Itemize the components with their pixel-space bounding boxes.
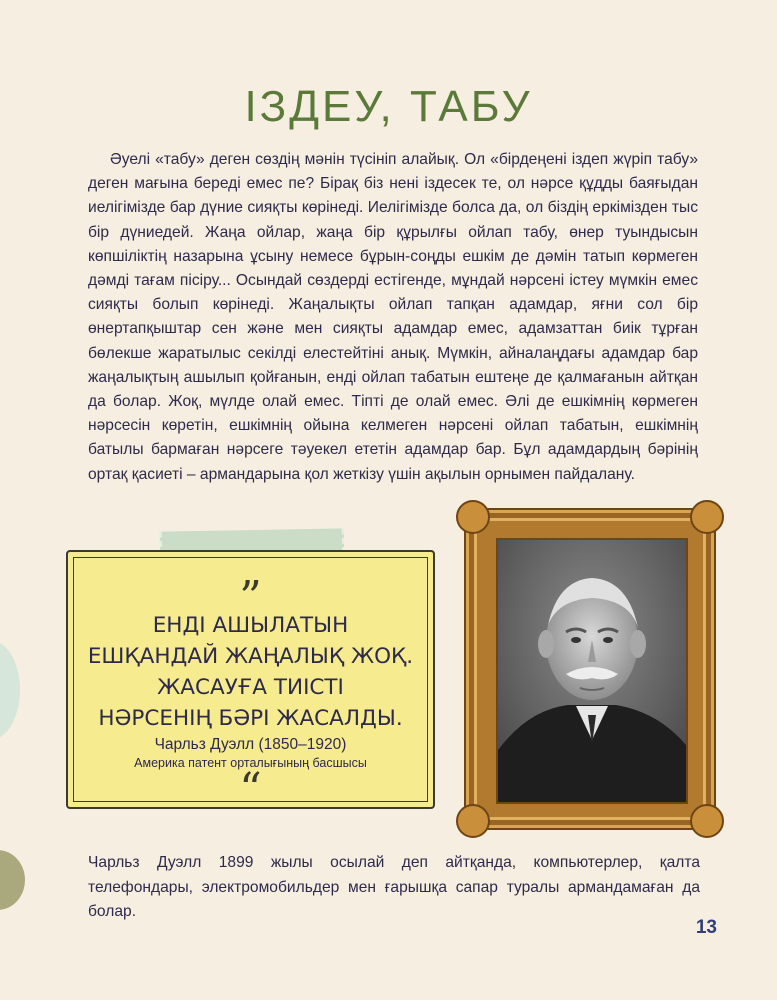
quote-line: ЕШҚАНДАЙ ЖАҢАЛЫҚ ЖОҚ. bbox=[87, 644, 414, 669]
decorative-smudge-teal bbox=[0, 640, 20, 740]
page-title: ІЗДЕУ, ТАБУ bbox=[244, 82, 533, 131]
frame-ornament-icon bbox=[456, 804, 490, 838]
frame-ornament-icon bbox=[690, 804, 724, 838]
portrait-illustration bbox=[498, 540, 686, 802]
portrait-frame bbox=[466, 510, 714, 828]
intro-paragraph: Әуелі «табу» деген сөздің мәнін түсініп алайық. Ол «бірдеңені іздеп жүріп табу» деген мағына береді емес пе? Бірақ біз нені іздесек те, ол нәрсе құдды баяғыдан иелігімізде бар дүние сияқты көрінеді. Иелігімізде болса да, ол біздің еркімізден тыс бір дүниедей. Жаңа ойлар, жаңа бір құрылғы ойлап табу, өнер туындысын көпшіліктің назарына ұсыну немесе бұрын-соңды ешкім де дәмін татып көрмеген дәмді тағам пісіру... Осындай сөздерді естігенде, мұндай нәрсені істеу мүмкін емес сияқты болып көрінеді. Жаңалықты ойлап тапқан адамдар, яғни сол бір өнертапқыштар сен және мен сияқты адамдар емес, адамзаттан биік тұрған бөлекше жаратылыс секілді елестейтіні анық. Мүмкін, айналаңдағы адамдар бар жаңалықтың ашылып қойғанын, енді ойлап табатын ештеңе де қалмағанын айтқан да болар. Жоқ, мүлде олай емес. Тіпті де олай емес. Әлі де ешкімнің көрмеген нәрсесін көретін, ешкімнің ойына келмеген нәрсені ойлап табатын, ешкімнің батылы бармаған нәрсеге тәуекел ететін адамдар бар. Бұл адамдардың бәрінің ортақ қасиеті – армандарына қол жеткізу үшін ақылын орнымен пайдалану. bbox=[88, 151, 698, 483]
decorative-smudge-olive bbox=[0, 850, 25, 910]
quote-author-role: Америка патент орталығының басшысы bbox=[134, 756, 367, 770]
quote-card bbox=[66, 550, 435, 815]
quote-author: Чарльз Дуэлл (1850–1920) bbox=[154, 736, 347, 753]
frame-ornament-icon bbox=[456, 500, 490, 534]
quote-text bbox=[68, 610, 433, 734]
quote-line: ЕНДІ АШЫЛАТЫН bbox=[152, 613, 349, 638]
close-quote-icon: “ bbox=[239, 764, 262, 815]
bottom-paragraph: Чарльз Дуэлл 1899 жылы осылай деп айтқанда, компьютерлер, қалта телефондары, электромобильдер мен ғарышқа сапар туралы армандамаған да болар. bbox=[88, 854, 700, 920]
quote-line: НӘРСЕНІҢ БӘРІ ЖАСАЛДЫ. bbox=[98, 706, 403, 731]
frame-ornament-icon bbox=[690, 500, 724, 534]
open-quote-icon: ” bbox=[239, 572, 262, 623]
portrait-photo bbox=[496, 538, 688, 804]
page-number: 13 bbox=[695, 917, 717, 938]
quote-line: ЖАСАУҒА ТИІСТІ bbox=[157, 675, 344, 700]
